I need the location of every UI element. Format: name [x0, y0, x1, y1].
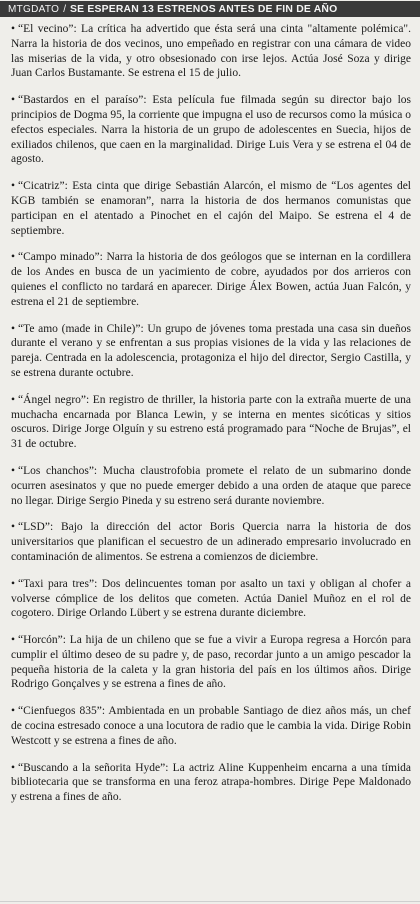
film-item-cienfuegos: [11, 704, 411, 748]
headline: SE ESPERAN 13 ESTRENOS ANTES DE FIN DE AÑO: [69, 3, 338, 15]
bullet-icon: •: [11, 577, 16, 590]
bullet-icon: •: [11, 634, 16, 647]
film-item-senorita-hyde: [11, 761, 411, 805]
film-item-text: “Te amo (made in Chile)”: Un grupo de jóvenes toma prestada una casa sin dueños durante el verano y se enfrentan a sus propias visiones de la vida y las relaciones de pareja. Centrada en la adolescencia, protagoniza el hijo del director, Sergio Castilla, y se estrena durante octubre.: [11, 322, 411, 379]
film-item-text: “Buscando a la señorita Hyde”: La actriz Aline Kuppenheim encarna a una tímida bibliotecaria que se transforma en una feroz atrapa-hombres. Dirige Pepe Maldonado y estrena a fines de año.: [11, 761, 411, 804]
film-item-cicatriz: [11, 179, 411, 238]
bullet-icon: •: [11, 393, 16, 406]
bullet-icon: •: [11, 94, 16, 107]
bullet-icon: •: [11, 464, 16, 477]
film-item-horcon: [11, 633, 411, 692]
film-item-text: “Los chanchos”: Mucha claustrofobia promete el relato de un submarino donde ocurren asesinatos y que no puede emerger debido a una orden de ataque que parece no llegar. Dirige Sergio Pineda y su estreno será durante noviembre.: [11, 464, 411, 507]
film-item-text: “Ángel negro”: En registro de thriller, la historia parte con la extraña muerte de una muchacha encarnada por Blanca Lewin, y se interna en mentes sicóticas y sitios oscuros. Dirige Jorge Olguín y su estreno está programado para “Noche de Brujas”, el 31 de octubre.: [11, 393, 411, 451]
film-item-text: “Horcón”: La hija de un chileno que se fue a vivir a Europa regresa a Horcón para cumplir el último deseo de su padre y, de paso, recordar junto a un amigo pescador la pequeña historia de la caleta y la gran historia del país en los últimos años. Dirige Rodrigo Gonçalves y se estrena a fines de año.: [11, 634, 411, 691]
film-item-text: “Cicatriz”: Esta cinta que dirige Sebastián Alarcón, el mismo de “Los agentes del KGB también se enamoran”, narra la historia de dos hermanos comunistas que participan en el atentado a Pinochet en el cajón del Maipo. Se estrena el 4 de septiembre.: [11, 180, 411, 237]
film-item-bastardos: [11, 93, 411, 167]
bullet-icon: •: [11, 521, 16, 534]
header-separator: /: [63, 3, 66, 15]
film-item-te-amo: [11, 322, 411, 381]
film-item-text: “Campo minado”: Narra la historia de dos geólogos que se internan en la cordillera de los Andes en busca de un yacimiento de cobre, ayudados por dos arrieros con quienes el conflicto no tardará en aparecer. Dirige Álex Bowen, actúa Juan Falcón, y estrena el 21 de septiembre.: [11, 251, 411, 308]
section-header: [0, 1, 420, 17]
film-item-angel-negro: [11, 393, 411, 452]
film-item-text: “El vecino”: La crítica ha advertido que ésta será una cinta "altamente polémica". Narra la historia de dos vecinos, uno empeñado en registrar con una cámara de video las miserias de la vida, y otro obsesionado con irse lejos. Actúa José Soza y dirige Juan Carlos Bustamante. Se estrena el 15 de julio.: [11, 23, 411, 80]
film-item-el-vecino: [11, 22, 411, 81]
film-item-text: “LSD”: Bajo la dirección del actor Boris Quercia narra la historia de dos universitarios que planifican el secuestro de un adinerado empresario involucrado en contaminación de alimentos. Se estrena a comienzos de diciembre.: [11, 521, 411, 563]
film-item-lsd: [11, 520, 411, 564]
film-item-text: “Taxi para tres”: Dos delincuentes toman por asalto un taxi y obligan al chofer a volverse cómplice de los delitos que cometen. Actúa Daniel Muñoz en el rol de cogotero. Dirige Orlando Lübert y se estrena durante diciembre.: [11, 577, 411, 620]
section-label: MTGDATO: [8, 3, 60, 15]
film-item-text: “Bastardos en el paraíso”: Esta película fue filmada según su director bajo los principios de Dogma 95, la corriente que impugna el uso de recursos como la música o efectos especiales. Narra la historia de un grupo de adolescentes en Suecia, hijos de exiliados chilenos, que caen en la marginalidad. Dirige Luis Vera y se estrena el 04 de agosto.: [11, 94, 411, 166]
bottom-divider: [0, 901, 420, 902]
film-item-text: “Cienfuegos 835”: Ambientada en un probable Santiago de diez años más, un chef de cocina estresado conoce a una locutora de radio que le cambia la vida. Dirige Robin Westcott y se estrena a fines de año.: [11, 705, 411, 747]
bullet-icon: •: [11, 180, 16, 193]
bullet-icon: •: [11, 23, 16, 35]
bullet-icon: •: [11, 705, 16, 718]
film-item-campo-minado: [11, 250, 411, 309]
bullet-icon: •: [11, 251, 16, 264]
film-item-taxi-para-tres: [11, 577, 411, 621]
film-item-los-chanchos: [11, 464, 411, 508]
bullet-icon: •: [11, 761, 16, 774]
bullet-icon: •: [11, 322, 16, 335]
